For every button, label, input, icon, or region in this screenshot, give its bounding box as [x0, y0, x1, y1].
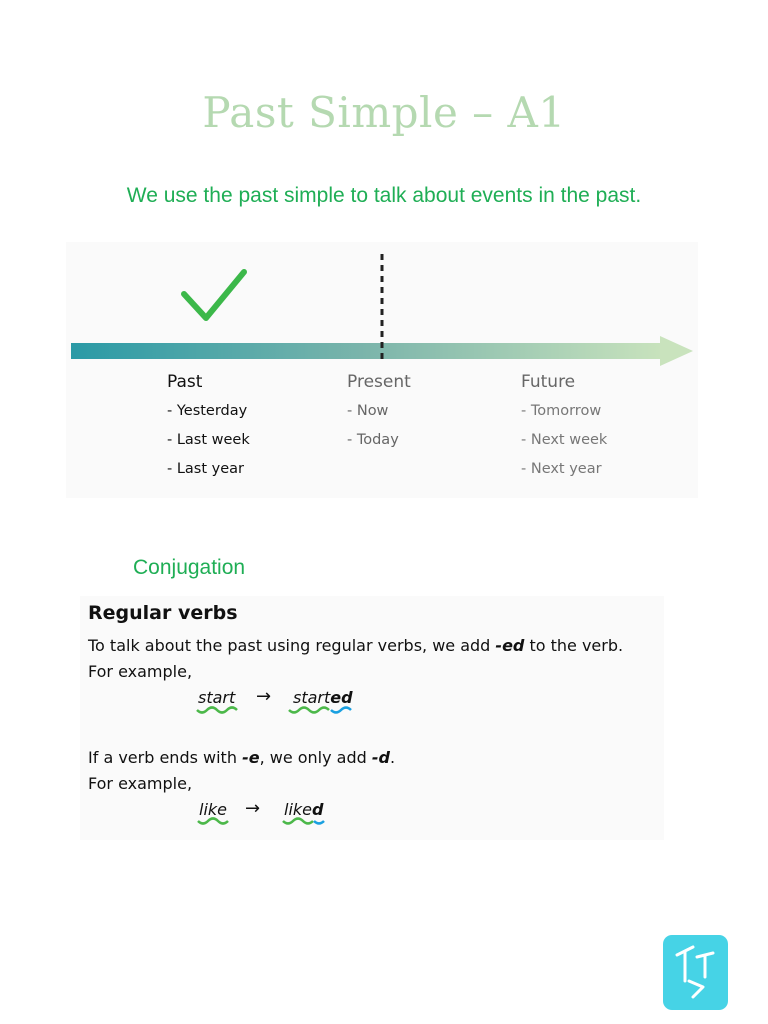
brand-logo-icon [663, 935, 728, 1010]
conjugation-heading: Conjugation [133, 556, 246, 579]
rule-1 [88, 636, 623, 655]
rule-1-suffix: -ed [495, 636, 525, 655]
for-example-1: For example, [88, 662, 193, 681]
check-icon [184, 272, 244, 318]
regular-verbs-title: Regular verbs [88, 602, 238, 624]
example-1-underline [196, 706, 356, 716]
page-title: Past Simple – A1 [202, 88, 566, 137]
column-present [347, 372, 411, 461]
rule-2-text-end: . [389, 748, 396, 767]
page-subtitle: We use the past simple to talk about events in the past. [126, 184, 642, 207]
example-1-arrow: → [256, 686, 272, 707]
column-past-heading: Past [167, 372, 203, 392]
column-past [167, 372, 250, 490]
rule-1-text: To talk about the past using regular verbs, we add [88, 636, 496, 655]
example-2-arrow: → [245, 798, 261, 819]
rule-2 [88, 748, 395, 767]
example-2-stem: like [284, 800, 312, 819]
example-1-suffix: ed [330, 688, 353, 707]
example-2-suffix: d [312, 800, 324, 819]
brand-logo-glyph [663, 935, 728, 1010]
future-item: - Next year [521, 461, 602, 477]
timeline-figure [66, 242, 698, 498]
present-item: - Now [347, 403, 389, 419]
timeline-arrowhead [660, 336, 693, 366]
column-future-heading: Future [521, 372, 576, 392]
future-item: - Tomorrow [521, 403, 602, 419]
column-present-heading: Present [347, 372, 411, 392]
rule-2-text-mid: , we only add [259, 748, 372, 767]
regular-verbs-box [80, 596, 664, 840]
rule-2-suffix: -d [371, 748, 390, 767]
rule-2-text: If a verb ends with [88, 748, 243, 767]
present-item: - Today [347, 432, 399, 448]
rule-2-ending: -e [242, 748, 260, 767]
example-1-base: start [198, 688, 236, 707]
example-2-underline [197, 817, 337, 827]
timeline-bar [71, 343, 665, 359]
past-item: - Last year [167, 461, 245, 477]
rule-1-text-end: to the verb. [524, 636, 624, 655]
past-item: - Last week [167, 432, 250, 448]
past-item: - Yesterday [167, 403, 248, 419]
example-2-base: like [199, 800, 227, 819]
column-future [521, 372, 607, 490]
example-1-past [293, 688, 353, 707]
example-1-stem: start [293, 688, 331, 707]
for-example-2: For example, [88, 774, 193, 793]
future-item: - Next week [521, 432, 608, 448]
